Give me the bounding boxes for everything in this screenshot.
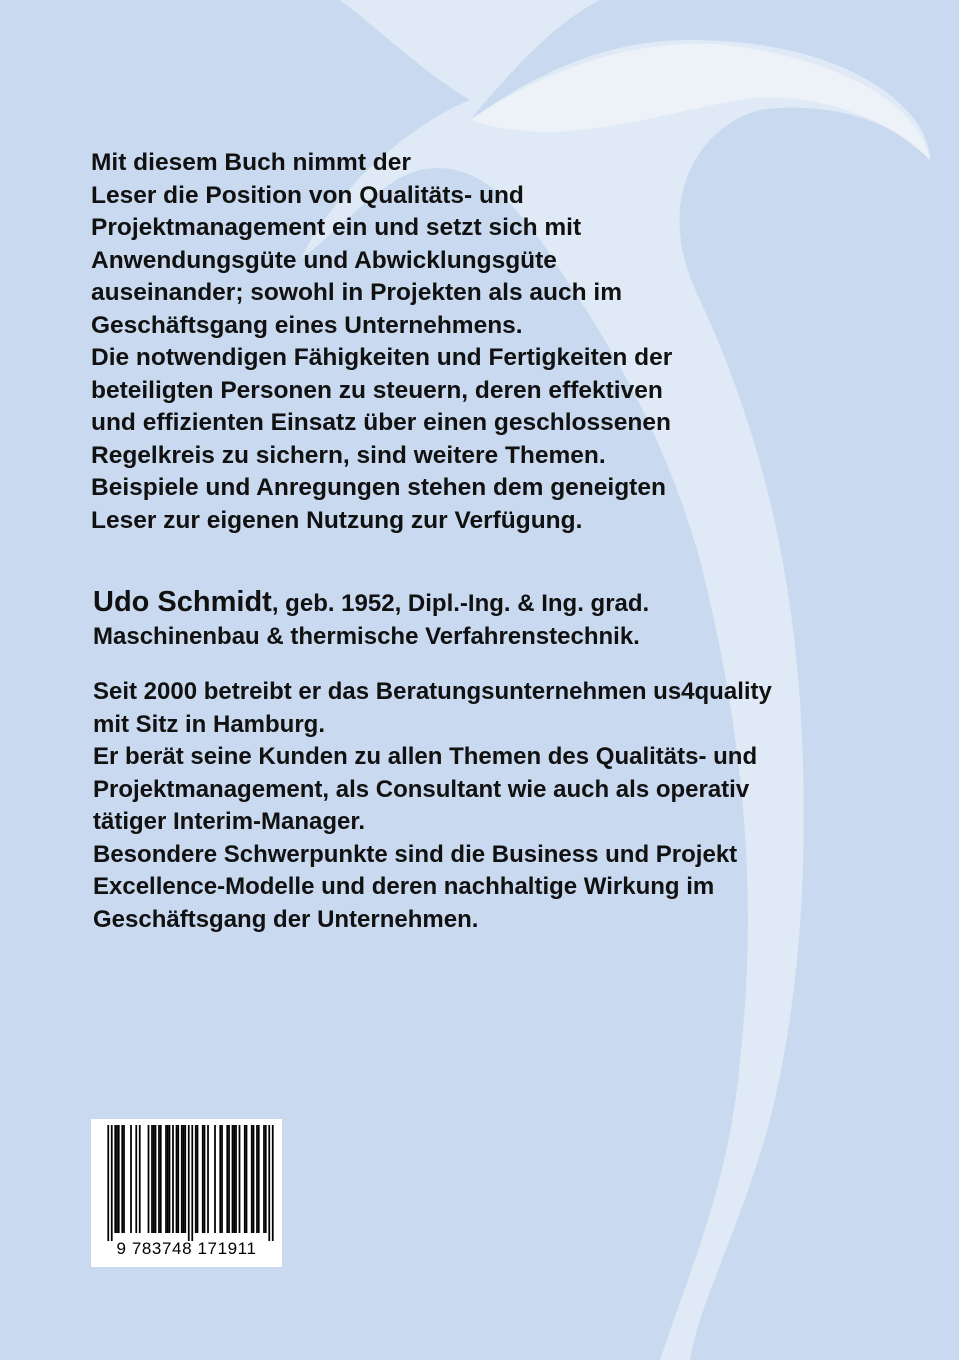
barcode-bar <box>233 1125 235 1233</box>
barcode-bar <box>176 1125 178 1233</box>
barcode-bar <box>263 1125 265 1233</box>
barcode-bar <box>232 1125 234 1233</box>
barcode-bar <box>235 1125 237 1233</box>
barcode-bar <box>202 1125 204 1233</box>
barcode-bar <box>197 1125 199 1233</box>
barcode-bar <box>181 1125 183 1233</box>
barcode-bar <box>114 1125 116 1233</box>
description-line: Leser zur eigenen Nutzung zur Verfügung. <box>91 506 583 534</box>
barcode-bar <box>228 1125 230 1233</box>
author-line <box>93 586 649 620</box>
barcode-bar <box>251 1125 253 1233</box>
description-line: beteiligten Personen zu steuern, deren effektiven <box>91 376 663 404</box>
description-line: Leser die Position von Qualitäts- und <box>91 181 524 209</box>
barcode-bar <box>165 1125 167 1233</box>
barcode-bar <box>160 1125 162 1233</box>
barcode-bar <box>169 1125 171 1233</box>
description-line: Regelkreis zu sichern, sind weitere Themen. <box>91 441 606 469</box>
barcode-bar <box>226 1125 228 1233</box>
barcode-bar <box>151 1125 153 1233</box>
description-line: Geschäftsgang eines Unternehmens. <box>91 311 523 339</box>
author-name: Udo Schmidt <box>93 586 272 618</box>
barcode-bar <box>214 1125 216 1233</box>
barcode-bar <box>204 1125 206 1233</box>
barcode-bar <box>244 1125 246 1233</box>
isbn-barcode <box>91 1119 282 1267</box>
bio-line: Besondere Schwerpunkte sind die Business und Projekt <box>93 840 738 868</box>
description-line: Beispiele und Anregungen stehen dem geneigten <box>91 474 666 501</box>
barcode-bars <box>91 1119 282 1241</box>
bio-line: Er berät seine Kunden zu allen Themen des Qualitäts- und <box>93 743 758 770</box>
barcode-bar <box>188 1125 190 1241</box>
description-line: Anwendungsgüte und Abwicklungsgüte <box>91 246 557 274</box>
barcode-bar <box>239 1125 241 1233</box>
author-info <box>93 586 649 653</box>
barcode-bar <box>155 1125 157 1233</box>
author-credentials: , geb. 1952, Dipl.-Ing. & Ing. grad. <box>271 590 650 617</box>
barcode-bar <box>158 1125 160 1233</box>
barcode-bar <box>121 1125 123 1233</box>
book-description <box>91 147 672 537</box>
bio-line: mit Sitz in Hamburg. <box>93 710 326 738</box>
barcode-bar <box>256 1125 258 1233</box>
barcode-bar <box>265 1125 267 1233</box>
barcode-bar <box>219 1125 221 1233</box>
bio-line: Geschäftsgang der Unternehmen. <box>93 905 479 933</box>
barcode-bar <box>221 1125 223 1233</box>
barcode-bar <box>184 1125 186 1233</box>
barcode-bar <box>116 1125 118 1233</box>
barcode-bar <box>183 1125 185 1233</box>
barcode-bar <box>111 1125 113 1241</box>
description-line: auseinander; sowohl in Projekten als auch im <box>91 279 622 306</box>
description-line: Die notwendigen Fähigkeiten und Fertigkeiten der <box>91 344 673 371</box>
description-line: und effizienten Einsatz über einen geschlossenen <box>91 409 671 436</box>
description-line: Mit diesem Buch nimmt der <box>91 149 411 176</box>
barcode-bar <box>172 1125 174 1233</box>
barcode-bar <box>153 1125 155 1233</box>
barcode-bar <box>258 1125 260 1233</box>
barcode-bar <box>130 1125 132 1233</box>
bio-line: Excellence-Modelle und deren nachhaltige Wirkung im <box>93 873 715 900</box>
barcode-bar <box>177 1125 179 1233</box>
barcode-bar <box>139 1125 141 1233</box>
barcode-bar <box>195 1125 197 1233</box>
barcode-bar <box>253 1125 255 1233</box>
description-line: Projektmanagement ein und setzt sich mit <box>91 214 582 241</box>
barcode-bar <box>207 1125 209 1233</box>
bio-line: tätiger Interim-Manager. <box>93 808 366 835</box>
bio-line: Projektmanagement, als Consultant wie auch als operativ <box>93 775 750 803</box>
barcode-bar <box>191 1125 193 1241</box>
barcode-bar <box>135 1125 137 1233</box>
barcode-bar <box>272 1125 274 1241</box>
barcode-bar <box>246 1125 248 1233</box>
barcode-bar <box>123 1125 125 1233</box>
barcode-digits: 9 783748 171911 <box>116 1239 257 1258</box>
barcode-bar <box>268 1125 270 1241</box>
barcode-bar <box>148 1125 150 1233</box>
bio-line: Seit 2000 betreibt er das Beratungsunternehmen us4quality <box>93 678 772 705</box>
barcode-bar <box>167 1125 169 1233</box>
author-bio <box>93 676 772 936</box>
barcode-bar <box>107 1125 109 1241</box>
barcode-bar <box>118 1125 120 1233</box>
author-field: Maschinenbau & thermische Verfahrenstechnik. <box>93 623 640 650</box>
